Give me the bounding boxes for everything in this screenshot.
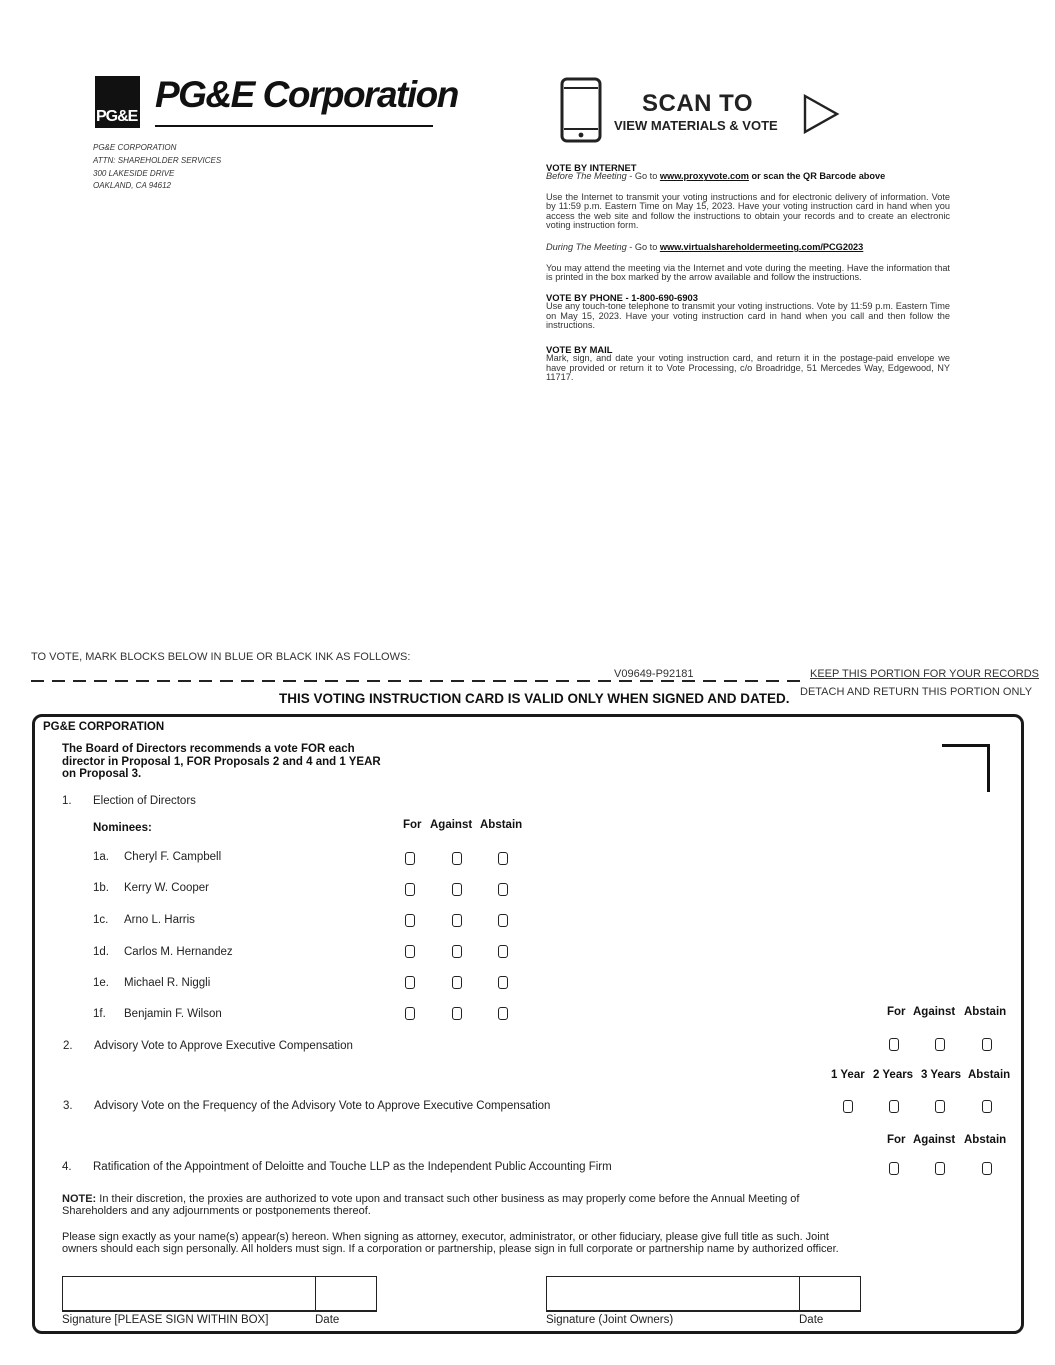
joint-signature-date-label: Date [799, 1314, 824, 1326]
p4-header-for: For [887, 1134, 906, 1146]
header-abstain: Abstain [480, 819, 523, 831]
nominee-1e-id: 1e. [93, 977, 109, 989]
header-against: Against [430, 819, 473, 831]
checkbox-p2-abstain[interactable] [982, 1038, 992, 1051]
header-for: For [403, 819, 422, 831]
mail-section: VOTE BY MAIL Mark, sign, and date your voting instruction card, and return it in the postage-paid envelope we have provided or return it to Vote Processing, c/o Broadridge, 51 Mercedes Way, Edgewood, NY 11717. [546, 344, 950, 383]
during-meeting: During The Meeting - Go to www.virtualshareholdermeeting.com/PCG2023 [546, 242, 864, 252]
proposal-4-number: 4. [62, 1161, 72, 1173]
nominee-1c-name: Arno L. Harris [124, 914, 195, 926]
p3-header-3-years: 3 Years [921, 1069, 962, 1081]
joint-signature-label: Signature (Joint Owners) [546, 1314, 674, 1326]
checkbox-1b-against[interactable] [452, 883, 462, 896]
proposal-2-number: 2. [63, 1040, 73, 1052]
signature-box[interactable] [62, 1276, 316, 1312]
scan-subtitle: VIEW MATERIALS & VOTE [614, 118, 778, 133]
checkbox-1f-abstain[interactable] [498, 1007, 508, 1020]
checkbox-1c-abstain[interactable] [498, 914, 508, 927]
proposal-4-title: Ratification of the Appointment of Deloitte and Touche LLP as the Independent Public Accounting Firm [93, 1161, 612, 1173]
p3-header-2-years: 2 Years [873, 1069, 914, 1081]
p2-header-for: For [887, 1006, 906, 1018]
detach-dashed-line [31, 677, 806, 685]
p3-header-abstain: Abstain [968, 1069, 1011, 1081]
nominee-1c-id: 1c. [93, 914, 109, 926]
detach-portion-text: DETACH AND RETURN THIS PORTION ONLY [800, 686, 1033, 698]
nominee-1e-name: Michael R. Niggli [124, 977, 211, 989]
note-paragraph: NOTE: In their discretion, the proxies are authorized to vote upon and transact such other business as may properly come before the Annual Meeting of Shareholders and any adjournments or postponements thereof. [62, 1193, 800, 1217]
checkbox-1a-abstain[interactable] [498, 852, 508, 865]
board-recommendation: The Board of Directors recommends a vote FOR each director in Proposal 1, FOR Proposals 2 and 4 and 1 YEAR on Proposal 3. [62, 743, 381, 780]
proposal-2-title: Advisory Vote to Approve Executive Compensation [94, 1040, 353, 1052]
nominee-1d-name: Carlos M. Hernandez [124, 946, 233, 958]
proposal-3-number: 3. [63, 1100, 73, 1112]
scan-title: SCAN TO [642, 90, 754, 117]
internet-body: Use the Internet to transmit your voting instructions and for electronic delivery of information. Vote by 11:59 p.m. Eastern Time on May 15, 2023. Have your voting instruction card in hand when you access the web site and follow the instructions to obtain your records and to create an electronic voting instruction form. [546, 192, 950, 231]
nominee-1d-id: 1d. [93, 946, 109, 958]
company-logo-text: PG&E Corporation [155, 74, 458, 115]
checkbox-1c-against[interactable] [452, 914, 462, 927]
checkbox-p4-against[interactable] [935, 1162, 945, 1175]
virtual-meeting-link[interactable]: www.virtualshareholdermeeting.com/PCG2023 [659, 242, 864, 252]
joint-signature-box[interactable] [546, 1276, 800, 1312]
p2-header-against: Against [913, 1006, 956, 1018]
checkbox-p4-for[interactable] [889, 1162, 899, 1175]
joint-signature-date-box[interactable] [799, 1276, 861, 1312]
checkbox-p3-3-years[interactable] [935, 1100, 945, 1113]
signature-label: Signature [PLEASE SIGN WITHIN BOX] [62, 1314, 269, 1326]
logo-underline [155, 125, 433, 127]
nominee-1f-name: Benjamin F. Wilson [124, 1008, 222, 1020]
internet-section: VOTE BY INTERNET Before The Meeting - Go to www.proxyvote.com or scan the QR Barcode above [546, 162, 886, 182]
smartphone-icon [560, 77, 602, 143]
registration-corner [942, 744, 990, 792]
checkbox-1e-abstain[interactable] [498, 976, 508, 989]
signing-instructions: Please sign exactly as your name(s) appear(s) hereon. When signing as attorney, executor, administrator, or other fiduciary, please give full title as such. Joint owners should each sign personally. All holders must sign. If a corporation or partnership, please sign in full corporate or partnership name by authorized officer. [62, 1231, 839, 1255]
checkbox-1d-against[interactable] [452, 945, 462, 958]
nominee-1b-name: Kerry W. Cooper [124, 882, 209, 894]
arrow-right-icon [803, 94, 841, 134]
card-company: PG&E CORPORATION [43, 721, 165, 733]
nominee-1a-name: Cheryl F. Campbell [124, 851, 222, 863]
nominees-label: Nominees: [93, 822, 152, 834]
checkbox-1d-for[interactable] [405, 945, 415, 958]
checkbox-1e-against[interactable] [452, 976, 462, 989]
checkbox-p3-1-year[interactable] [843, 1100, 853, 1113]
checkbox-1f-against[interactable] [452, 1007, 462, 1020]
checkbox-p4-abstain[interactable] [982, 1162, 992, 1175]
checkbox-1d-abstain[interactable] [498, 945, 508, 958]
nominee-1b-id: 1b. [93, 882, 109, 894]
checkbox-1b-for[interactable] [405, 883, 415, 896]
pge-logo-mark: PG&E [95, 76, 140, 128]
checkbox-1e-for[interactable] [405, 976, 415, 989]
checkbox-1c-for[interactable] [405, 914, 415, 927]
p3-header-1-year: 1 Year [831, 1069, 865, 1081]
proposal-3-title: Advisory Vote on the Frequency of the Advisory Vote to Approve Executive Compensation [94, 1100, 551, 1112]
checkbox-1b-abstain[interactable] [498, 883, 508, 896]
nominee-1f-id: 1f. [93, 1008, 106, 1020]
checkbox-p2-for[interactable] [889, 1038, 899, 1051]
mark-instruction: TO VOTE, MARK BLOCKS BELOW IN BLUE OR BLACK INK AS FOLLOWS: [31, 651, 411, 663]
signature-date-label: Date [315, 1314, 340, 1326]
proposal-1-number: 1. [62, 795, 72, 807]
checkbox-1a-for[interactable] [405, 852, 415, 865]
valid-notice: THIS VOTING INSTRUCTION CARD IS VALID ONLY WHEN SIGNED AND DATED. [279, 691, 790, 706]
checkbox-p3-abstain[interactable] [982, 1100, 992, 1113]
p2-header-abstain: Abstain [964, 1006, 1007, 1018]
proposal-1-title: Election of Directors [93, 795, 196, 807]
control-code: V09649-P92181 [614, 668, 694, 680]
p4-header-against: Against [913, 1134, 956, 1146]
checkbox-1f-for[interactable] [405, 1007, 415, 1020]
p4-header-abstain: Abstain [964, 1134, 1007, 1146]
return-address: PG&E CORPORATION ATTN: SHAREHOLDER SERVICES 300 LAKESIDE DRIVE OAKLAND, CA 94612 [93, 143, 222, 191]
nominee-1a-id: 1a. [93, 851, 109, 863]
proxyvote-link[interactable]: www.proxyvote.com [659, 171, 749, 182]
checkbox-p3-2-years[interactable] [889, 1100, 899, 1113]
checkbox-1a-against[interactable] [452, 852, 462, 865]
phone-section: VOTE BY PHONE - 1-800-690-6903 Use any touch-tone telephone to transmit your voting instructions. Vote by 11:59 p.m. Eastern Time on May 15, 2023. Have your voting instruction card in hand when you call and then follow the instructions. [546, 292, 950, 331]
checkbox-p2-against[interactable] [935, 1038, 945, 1051]
signature-date-box[interactable] [315, 1276, 377, 1312]
keep-portion-text: KEEP THIS PORTION FOR YOUR RECORDS [810, 668, 1040, 680]
during-meeting-body: You may attend the meeting via the Internet and vote during the meeting. Have the information that is printed in the box marked by the arrow available and follow the instructions. [546, 263, 950, 283]
